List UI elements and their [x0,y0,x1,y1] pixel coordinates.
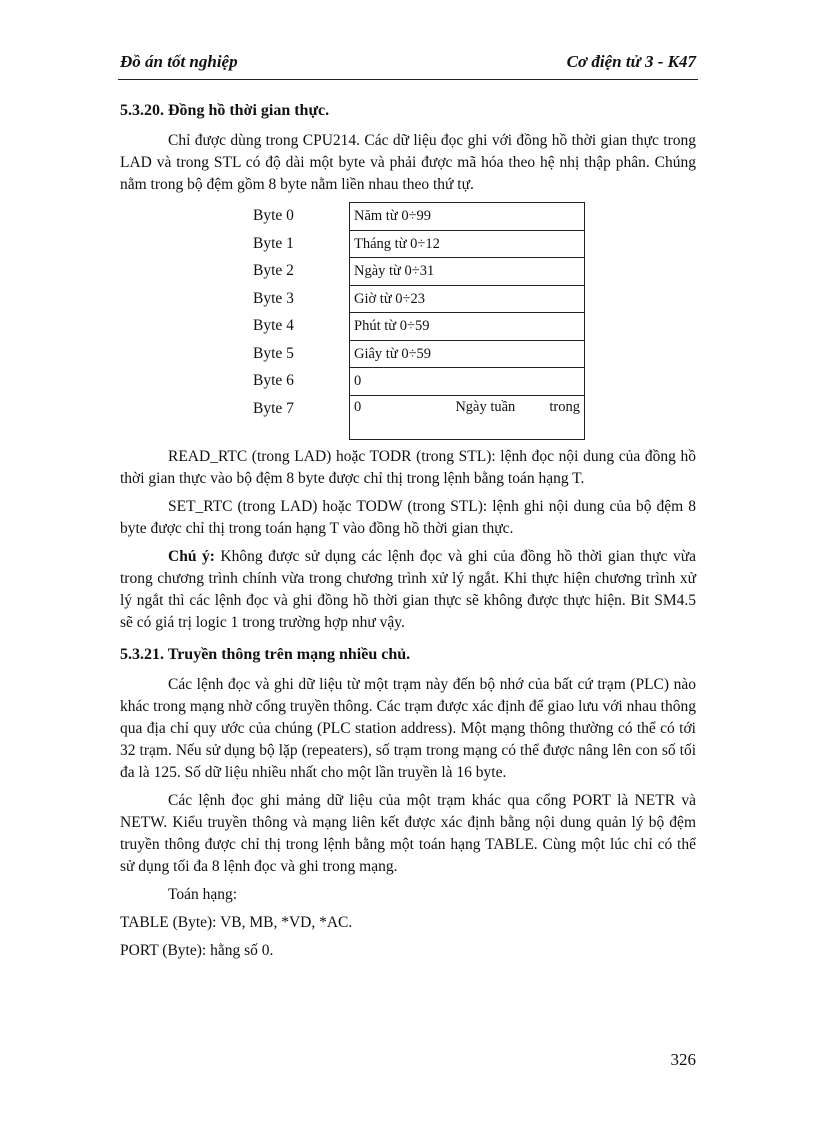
operand-item: PORT (Byte): hằng số 0. [120,941,274,959]
byte-layout [253,202,696,440]
byte-label: Byte 2 [253,262,294,279]
byte-label: Byte 1 [253,234,294,252]
read-rtc-paragraph: READ_RTC (trong LAD) hoặc TODR (trong STL): lệnh đọc nội dung của đồng hồ thời gian thực vào bộ đệm 8 byte được chỉ thị trong lệnh bằng toán hạng T. [120,447,696,487]
byte7-in: trong [549,398,580,415]
byte-cell: Năm từ 0÷99 [350,203,585,231]
section-title-network: 5.3.21. Truyền thông trên mạng nhiều chủ. [120,645,411,663]
header-title-left: Đồ án tốt nghiệp [120,52,238,71]
byte-cell: Ngày từ 0÷31 [350,258,585,286]
byte-label: Byte 5 [253,344,294,362]
operand-item: TABLE (Byte): VB, MB, *VD, *AC. [120,913,353,931]
header-title-right: Cơ điện tử 3 - K47 [566,52,696,71]
page-content [120,100,696,968]
byte-cell: Phút từ 0÷59 [350,313,585,341]
byte-labels [253,202,349,440]
byte-label: Byte 0 [253,207,294,224]
byte-label: Byte 7 [253,399,294,417]
byte-cell: Giây từ 0÷59 [350,340,585,368]
byte-label: Byte 3 [253,289,294,307]
byte-cell: Giờ từ 0÷23 [350,285,585,313]
note-paragraph [120,546,696,634]
byte-cell: 0 [350,368,585,396]
note-label: Chú ý: [168,547,215,565]
set-rtc-paragraph: SET_RTC (trong LAD) hoặc TODW (trong STL): lệnh ghi nội dung của bộ đệm 8 byte được chỉ thị trong toán hạng T vào đồng hồ thời gian thực. [120,497,696,537]
section-title-rtc: 5.3.20. Đồng hồ thời gian thực. [120,102,330,119]
operands-label: Toán hạng: [168,885,238,903]
byte7-day: Ngày tuần [455,398,516,415]
byte-cell-7 [350,395,585,439]
byte-label: Byte 4 [253,317,294,334]
network-paragraph-1: Các lệnh đọc và ghi dữ liệu từ một trạm này đến bộ nhớ của bất cứ trạm (PLC) nào khác trong mạng nhờ cổng truyền thông. Các trạm được xác định để giao lưu với nhau thông qua địa chỉ quy ước của chúng (PLC station address). Một mạng thông thường có thể có tới 32 trạm. Nếu sử dụng bộ lặp (repeaters), số trạm trong mạng có thể được nâng lên con số tối đa là 125. Số dữ liệu nhiều nhất cho một lần truyền là 16 byte. [120,675,696,781]
header-rule [118,79,698,80]
byte-table [349,202,585,440]
note-text: Không được sử dụng các lệnh đọc và ghi của đồng hồ thời gian thực vừa trong chương trình chính vừa trong chương trình xử lý ngắt. Khi thực hiện chương trình xử lý ngắt thì các lệnh đọc và ghi đồng hồ thời gian thực sẽ không được thực hiện. Bit SM4.5 sẽ có giá trị logic 1 trong trường hợp như vậy. [120,547,696,631]
network-paragraph-2: Các lệnh đọc ghi mảng dữ liệu của một trạm khác qua cổng PORT là NETR và NETW. Kiểu truyền thông và mạng liên kết được xác định bằng nội dung quản lý bộ đệm truyền thông được chỉ thị trong lệnh bằng một toán hạng TABLE. Cùng một lúc chỉ có thể sử dụng tối đa 8 lệnh đọc và ghi trong mạng. [120,791,696,875]
byte7-zero: 0 [354,398,362,415]
rtc-intro: Chỉ được dùng trong CPU214. Các dữ liệu đọc ghi với đồng hồ thời gian thực trong LAD và trong STL có độ dài một byte và phải được mã hóa theo hệ nhị thập phân. Chúng nằm trong bộ đệm gồm 8 byte nằm liền nhau theo thứ tự. [120,132,696,193]
byte-cell: Tháng từ 0÷12 [350,230,585,258]
byte-label: Byte 6 [253,372,294,389]
page-number: 326 [670,1050,696,1069]
